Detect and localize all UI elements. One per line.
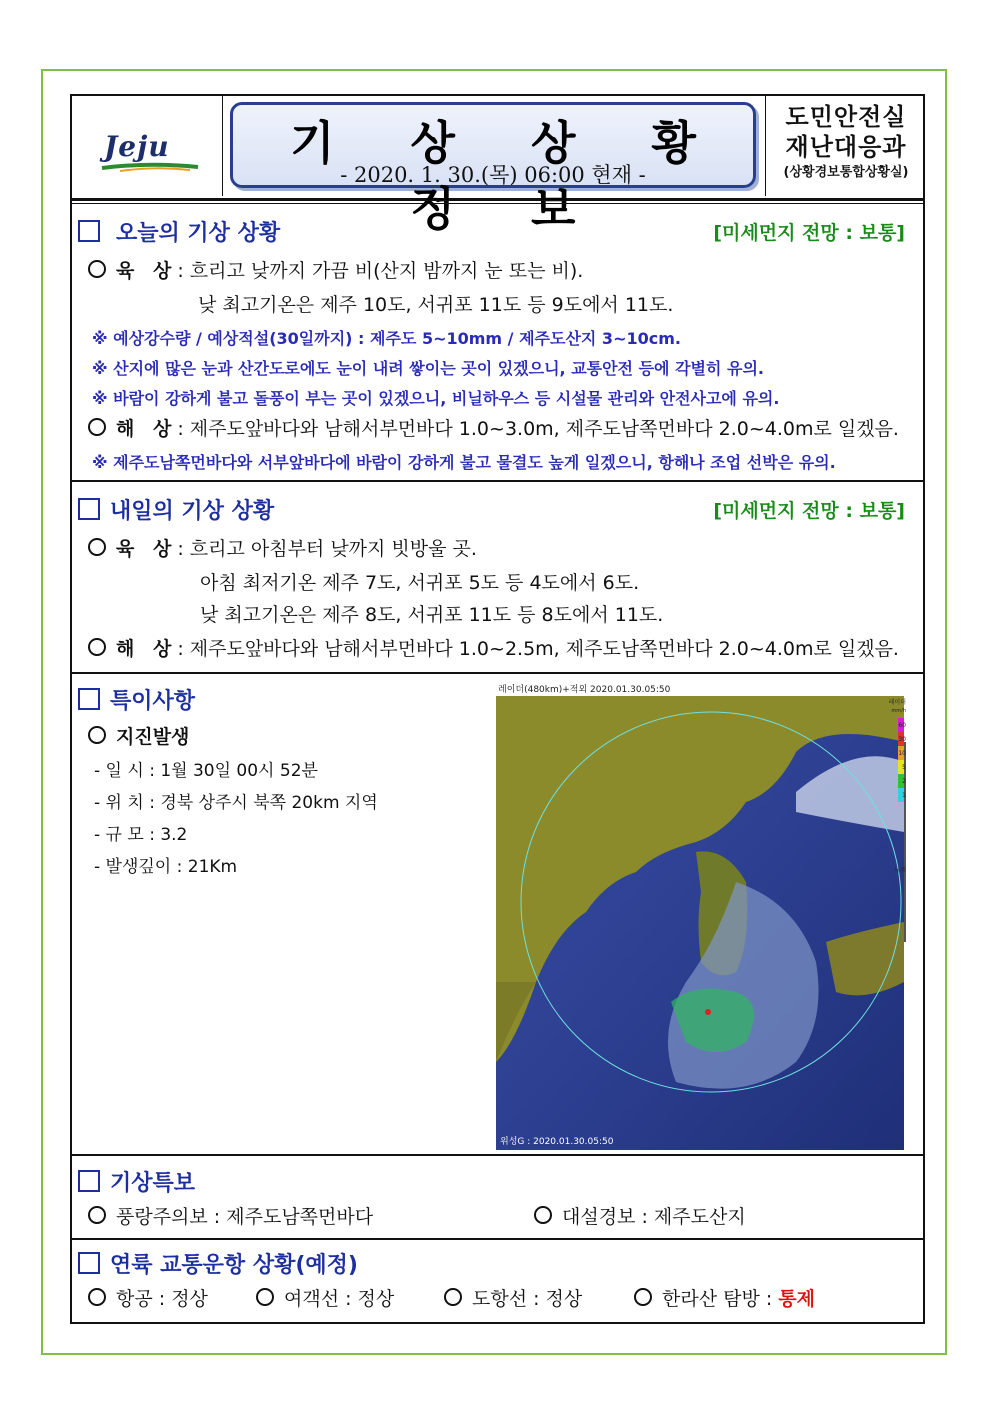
circle-icon — [634, 1288, 652, 1306]
legend-lightning: 낙뢰 — [894, 867, 906, 874]
tomorrow-sea: 해 상: 제주도앞바다와 남해서부먼바다 1.0~2.5m, 제주도남쪽먼바다 2.0~4.0m로 일겠음. — [88, 634, 899, 661]
checkbox-icon — [78, 220, 100, 242]
circle-icon — [88, 260, 106, 278]
logo-text: Jeju — [104, 130, 170, 163]
radar-satellite-image — [496, 682, 906, 1150]
hallasan-closed-badge: 통제 — [778, 1288, 816, 1310]
report-title: 기 상 상 황 정 보 — [290, 116, 726, 236]
report-date: - 2020. 1. 30.(목) 06:00 현재 - — [340, 163, 646, 187]
wind-wave-advisory: 풍랑주의보 : 제주도남쪽먼바다 — [88, 1202, 373, 1229]
warnings-title: 기상특보 — [78, 1166, 195, 1197]
tomorrow-section — [72, 482, 923, 674]
today-section — [72, 200, 923, 482]
tomorrow-title: 내일의 기상 상황 — [78, 494, 274, 525]
legend-value: 1 — [902, 792, 906, 799]
tomorrow-max-temp: 낮 최고기온은 제주 8도, 서귀포 11도 등 8도에서 11도. — [200, 604, 664, 626]
dept-division: 재난대응과 — [785, 133, 907, 161]
quake-magnitude: - 규 모 : 3.2 — [94, 825, 188, 845]
quake-time: - 일 시 : 1월 30일 00시 52분 — [94, 761, 318, 781]
circle-icon — [88, 638, 106, 656]
legend-value: 5 — [902, 764, 906, 771]
circle-icon — [444, 1288, 462, 1306]
logo-swoosh-icon — [100, 162, 200, 172]
special-event: 지진발생 — [88, 722, 189, 749]
legend-value: 60 — [898, 722, 906, 729]
title-box — [230, 102, 756, 236]
jeju-logo — [72, 96, 223, 196]
radar-caption: 레이더(480km)+적외 2020.01.30.05:50 — [498, 685, 671, 695]
circle-icon — [88, 726, 106, 744]
special-section — [72, 674, 923, 1156]
air-status: 항공 : 정상 — [88, 1284, 208, 1311]
circle-icon — [88, 418, 106, 436]
checkbox-icon — [78, 688, 100, 710]
checkbox-icon — [78, 498, 100, 520]
weather-report — [70, 94, 925, 1324]
today-note-1: ※ 예상강수량 / 예상적설(30일까지) : 제주도 5~10mm / 제주도산지 3~10cm. — [92, 329, 681, 348]
legend-unit: mm/h — [891, 708, 906, 714]
today-note-2: ※ 산지에 많은 눈과 산간도로에도 눈이 내려 쌓이는 곳이 있겠으니, 교통안전 등에 각별히 유의. — [92, 359, 764, 378]
legend-value: 10 — [898, 750, 906, 757]
today-land-temp: 낮 최고기온은 제주 10도, 서귀포 11도 등 9도에서 11도. — [198, 294, 674, 316]
tomorrow-pm-forecast: [미세먼지 전망 : 보통] — [713, 500, 905, 522]
transport-section — [72, 1240, 923, 1322]
tomorrow-min-temp: 아침 최저기온 제주 7도, 서귀포 5도 등 4도에서 6도. — [200, 572, 640, 594]
circle-icon — [88, 1206, 106, 1224]
today-title: 오늘의 기상 상황 — [78, 216, 280, 247]
checkbox-icon — [78, 1252, 100, 1274]
ferry-status: 여객선 : 정상 — [256, 1284, 394, 1311]
hallasan-status: 한라산 탐방 : 통제 — [634, 1284, 815, 1311]
today-note-3: ※ 바람이 강하게 불고 돌풍이 부는 곳이 있겠으니, 비닐하우스 등 시설물 관리와 안전사고에 유의. — [92, 389, 780, 408]
circle-icon — [256, 1288, 274, 1306]
today-pm-forecast: [미세먼지 전망 : 보통] — [713, 222, 905, 244]
transport-title: 연륙 교통운항 상황(예정) — [78, 1248, 358, 1279]
dept-office: 도민안전실 — [785, 103, 907, 131]
today-sea: 해 상: 제주도앞바다와 남해서부먼바다 1.0~3.0m, 제주도남쪽먼바다 2.0~4.0m로 일겠음. — [88, 414, 899, 441]
legend-title: 레이더 — [888, 699, 906, 706]
quake-depth: - 발생깊이 : 21Km — [94, 857, 238, 877]
department — [765, 96, 926, 196]
checkbox-icon — [78, 1170, 100, 1192]
heavy-snow-warning: 대설경보 : 제주도산지 — [534, 1202, 746, 1229]
circle-icon — [88, 1288, 106, 1306]
legend-value: 30 — [898, 736, 906, 743]
quake-location: - 위 치 : 경북 상주시 북쪽 20km 지역 — [94, 793, 378, 813]
circle-icon — [88, 538, 106, 556]
today-sea-note: ※ 제주도남쪽먼바다와 서부앞바다에 바람이 강하게 불고 물결도 높게 일겠으니, 항해나 조업 선박은 유의. — [92, 453, 836, 472]
circle-icon — [534, 1206, 552, 1224]
special-title: 특이사항 — [78, 684, 195, 715]
warnings-section — [72, 1156, 923, 1240]
legend-value: 2 — [902, 778, 906, 785]
dept-room: (상황경보통합상황실) — [783, 165, 909, 180]
island-ferry-status: 도항선 : 정상 — [444, 1284, 582, 1311]
radar-footer: 위성G : 2020.01.30.05:50 — [500, 1137, 614, 1147]
today-land: 육 상: 흐리고 낮까지 가끔 비(산지 밤까지 눈 또는 비). — [88, 256, 583, 283]
tomorrow-land: 육 상: 흐리고 아침부터 낮까지 빗방울 곳. — [88, 534, 477, 561]
